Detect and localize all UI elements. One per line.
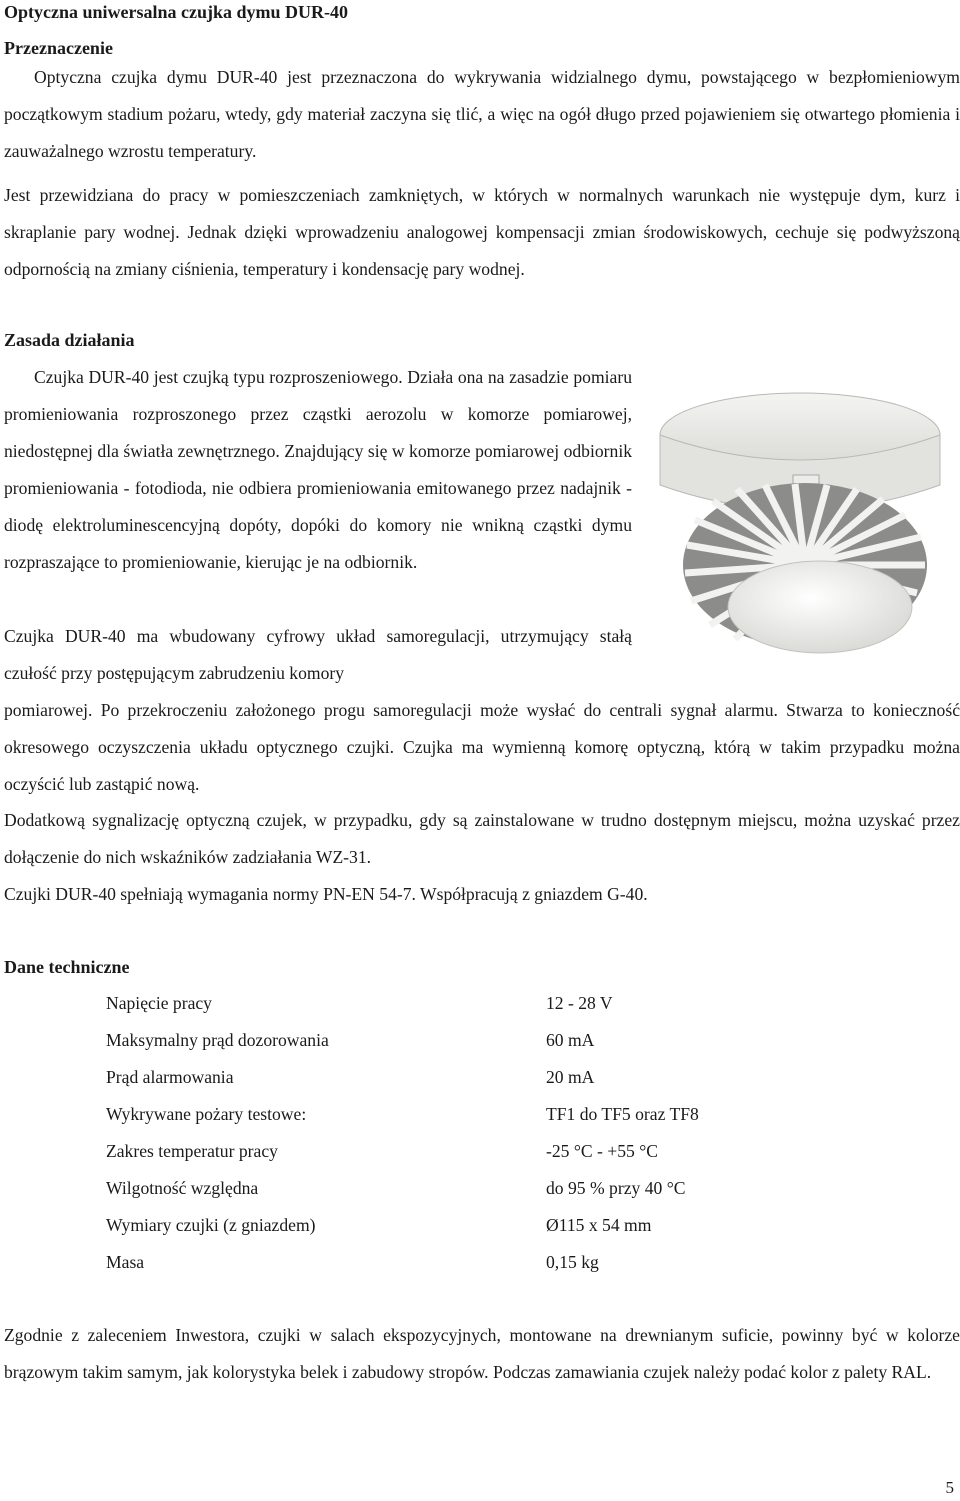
heading-tech: Dane techniczne [4, 957, 130, 977]
tech-row [106, 1096, 806, 1133]
tech-row [106, 1207, 806, 1244]
tech-value: 60 mA [546, 1030, 595, 1050]
paragraph-purpose-2: Jest przewidziana do pracy w pomieszczeniach zamkniętych, w których w normalnych warunkach nie występuje dym, kurz i skraplanie pary wodnej. Jednak dzięki wprowadzeniu analogowej kompensacji zmian środowiskowych, cechuje się podwyższoną odpornością na zmiany ciśnienia, temperatury i kondensację pary wodnej. [4, 185, 960, 279]
tech-value: TF1 do TF5 oraz TF8 [546, 1104, 699, 1124]
tech-label: Wilgotność względna [106, 1178, 259, 1198]
tech-value: 20 mA [546, 1067, 595, 1087]
heading-principle: Zasada działania [4, 330, 135, 350]
page-number: 5 [945, 1478, 954, 1497]
tech-value: Ø115 x 54 mm [546, 1215, 652, 1235]
tech-row [106, 1022, 806, 1059]
tech-label: Wymiary czujki (z gniazdem) [106, 1215, 316, 1235]
tech-row [106, 1244, 806, 1281]
tech-value: do 95 % przy 40 °C [546, 1178, 686, 1198]
paragraph-principle-3: Dodatkową sygnalizację optyczną czujek, w przypadku, gdy są zainstalowane w trudno dostępnym miejscu, można uzyskać przez dołączenie do nich wskaźników zadziałania WZ-31. [4, 810, 960, 867]
tech-row [106, 1059, 806, 1096]
tech-value: 12 - 28 V [546, 993, 613, 1013]
tech-label: Maksymalny prąd dozorowania [106, 1030, 329, 1050]
paragraph-principle-4: Czujki DUR-40 spełniają wymagania normy PN-EN 54-7. Współpracują z gniazdem G-40. [4, 884, 648, 904]
paragraph-principle-2a: Czujka DUR-40 ma wbudowany cyfrowy układ samoregulacji, utrzymujący stałą czułość przy postępującym zabrudzeniu komory [4, 626, 632, 683]
paragraph-principle-1: Czujka DUR-40 jest czujką typu rozproszeniowego. Działa ona na zasadzie pomiaru promieniowania rozproszonego przez cząstki aerozolu w komorze pomiarowej, niedostępnej dla światła zewnętrznego. Znajdujący się w komorze pomiarowej odbiornik promieniowania - fotodioda, nie odbiera promieniowania emitowanego przez nadajnik - diodę elektroluminescencyjną dopóty, dopóki do komory nie wnikną cząstki dymu rozpraszające to promieniowanie, kierując je na odbiornik. [4, 367, 632, 572]
document-title: Optyczna uniwersalna czujka dymu DUR-40 [4, 2, 349, 22]
tech-value: -25 °C - +55 °C [546, 1141, 658, 1161]
tech-label: Wykrywane pożary testowe: [106, 1104, 307, 1124]
tech-label: Zakres temperatur pracy [106, 1141, 278, 1161]
tech-label: Napięcie pracy [106, 993, 212, 1013]
heading-purpose: Przeznaczenie [4, 38, 113, 58]
paragraph-principle-2b: pomiarowej. Po przekroczeniu założonego progu samoregulacji może wysłać do centrali sygnał alarmu. Stwarza to konieczność okresowego oczyszczenia układu optycznego czujki. Czujka ma wymienną komorę optyczną, którą w takim przypadku można oczyścić lub zastąpić nową. [4, 700, 960, 794]
tech-row [106, 1133, 806, 1170]
tech-label: Prąd alarmowania [106, 1067, 234, 1087]
tech-value: 0,15 kg [546, 1252, 599, 1272]
tech-row [106, 1170, 806, 1207]
smoke-detector-image [655, 375, 945, 685]
tech-row [106, 985, 806, 1022]
tech-label: Masa [106, 1252, 145, 1272]
paragraph-purpose-1: Optyczna czujka dymu DUR-40 jest przeznaczona do wykrywania widzialnego dymu, powstającego w bezpłomieniowym początkowym stadium pożaru, wtedy, gdy materiał zaczyna się tlić, a więc na ogół długo przed pojawieniem się otwartego płomienia i zauważalnego wzrostu temperatury. [4, 67, 960, 161]
paragraph-note: Zgodnie z zaleceniem Inwestora, czujki w salach ekspozycyjnych, montowane na drewnianym suficie, powinny być w kolorze brązowym takim samym, jak kolorystyka belek i zabudowy stropów. Podczas zamawiania czujek należy podać kolor z palety RAL. [4, 1325, 960, 1382]
